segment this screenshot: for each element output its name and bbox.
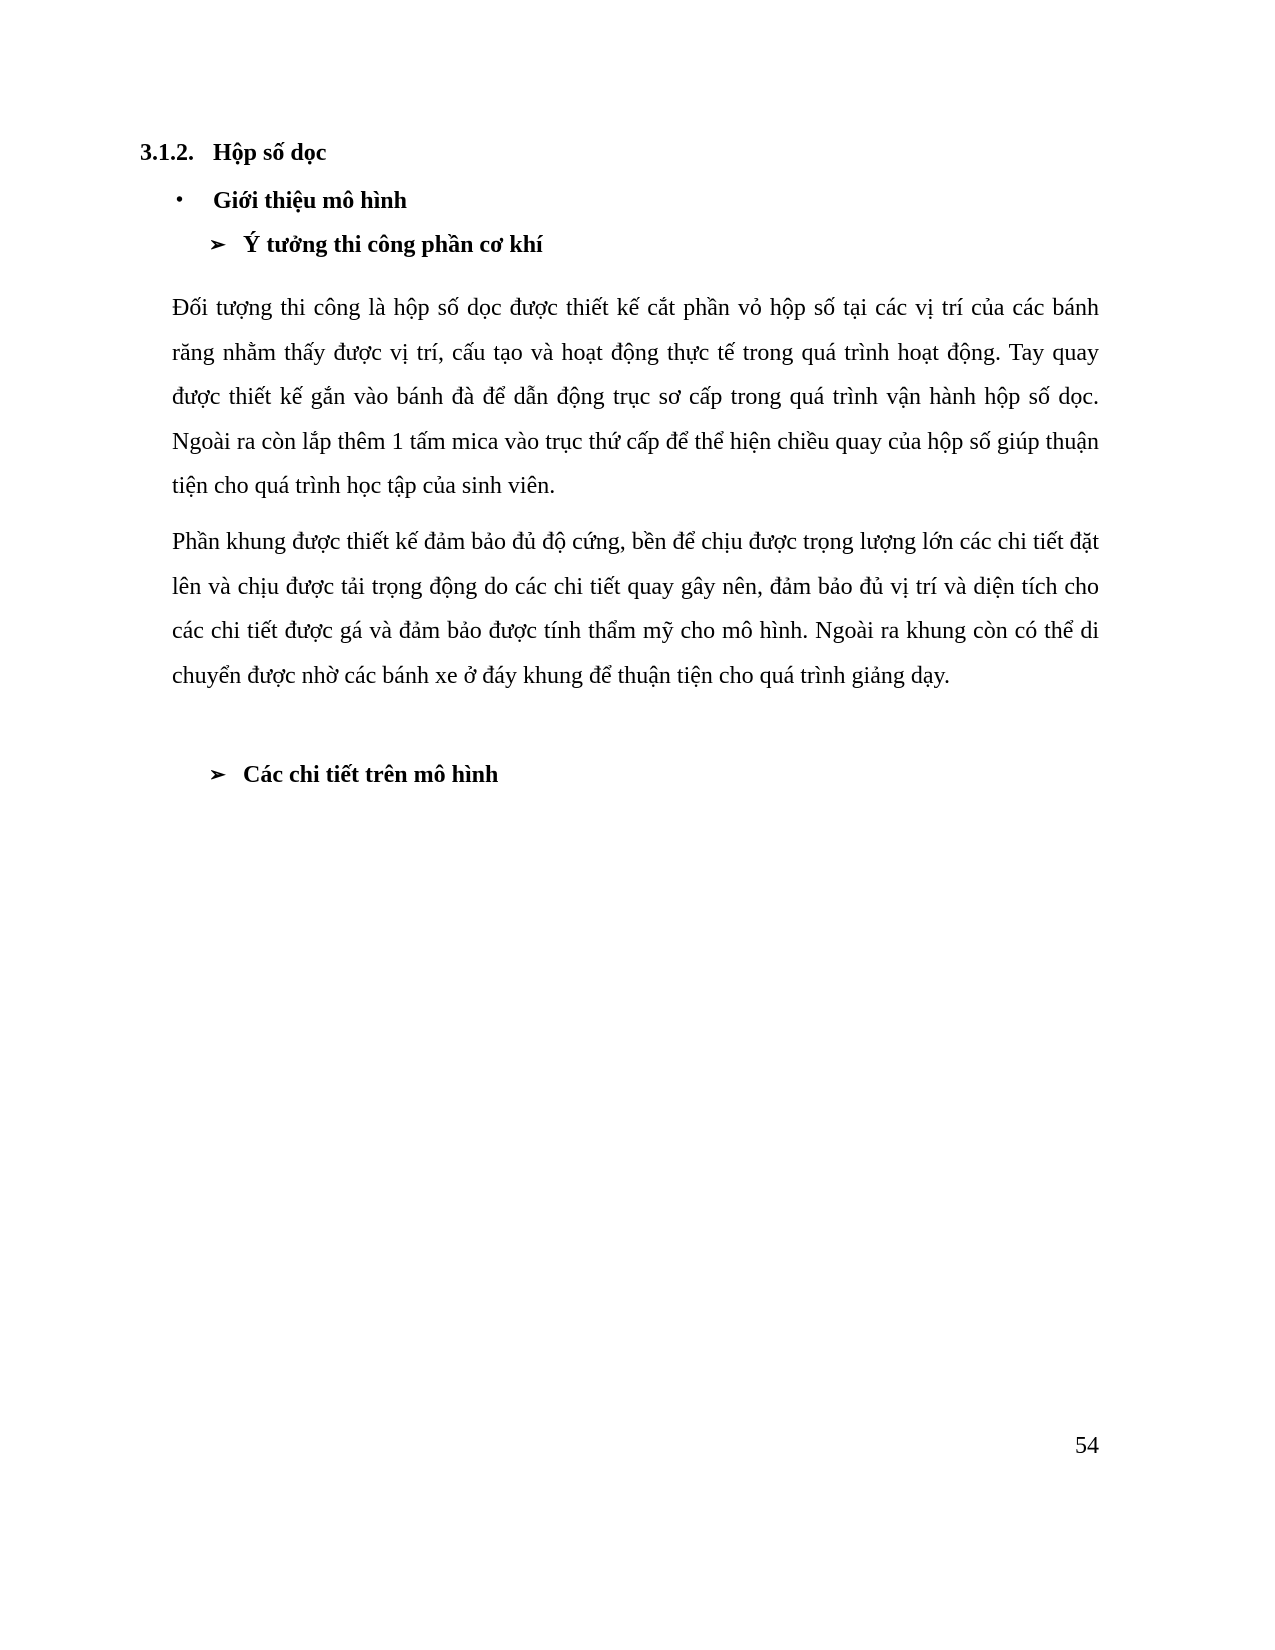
paragraph-mechanical-idea: Đối tượng thi công là hộp số dọc được thiết kế cắt phần vỏ hộp số tại các vị trí của các bánh răng nhằm thấy được vị trí, cấu tạo và hoạt động thực tế trong quá trình hoạt động. Tay quay được thiết kế gắn vào bánh đà để dẫn động trục sơ cấp trong quá trình vận hành hộp số dọc. Ngoài ra còn lắp thêm 1 tấm mica vào trục thứ cấp để thể hiện chiều quay của hộp số giúp thuận tiện cho quá trình học tập của sinh viên. (172, 295, 1099, 499)
section-heading (140, 140, 326, 167)
paragraph-frame-design: Phần khung được thiết kế đảm bảo đủ độ cứng, bền để chịu được trọng lượng lớn các chi tiết đặt lên và chịu được tải trọng động do các chi tiết quay gây nên, đảm bảo đủ vị trí và diện tích cho các chi tiết được gá và đảm bảo được tính thẩm mỹ cho mô hình. Ngoài ra khung còn có thể di chuyển được nhờ các bánh xe ở đáy khung để thuận tiện cho quá trình giảng dạy. (172, 529, 1099, 689)
bullet-heading-title: Giới thiệu mô hình (213, 188, 408, 214)
subheading-model-parts (209, 762, 498, 789)
bullet-heading (176, 188, 407, 215)
arrow-bullet-icon: ➢ (209, 234, 226, 256)
subheading-title: Ý tưởng thi công phần cơ khí (243, 232, 543, 258)
subheading-title: Các chi tiết trên mô hình (243, 762, 499, 788)
arrow-bullet-icon: ➢ (209, 764, 226, 786)
bullet-icon: • (176, 189, 184, 211)
subheading-mechanical-idea (209, 232, 543, 259)
section-number: 3.1.2. (140, 140, 194, 166)
section-title: Hộp số dọc (213, 140, 327, 166)
page-number: 54 (1075, 1433, 1099, 1459)
